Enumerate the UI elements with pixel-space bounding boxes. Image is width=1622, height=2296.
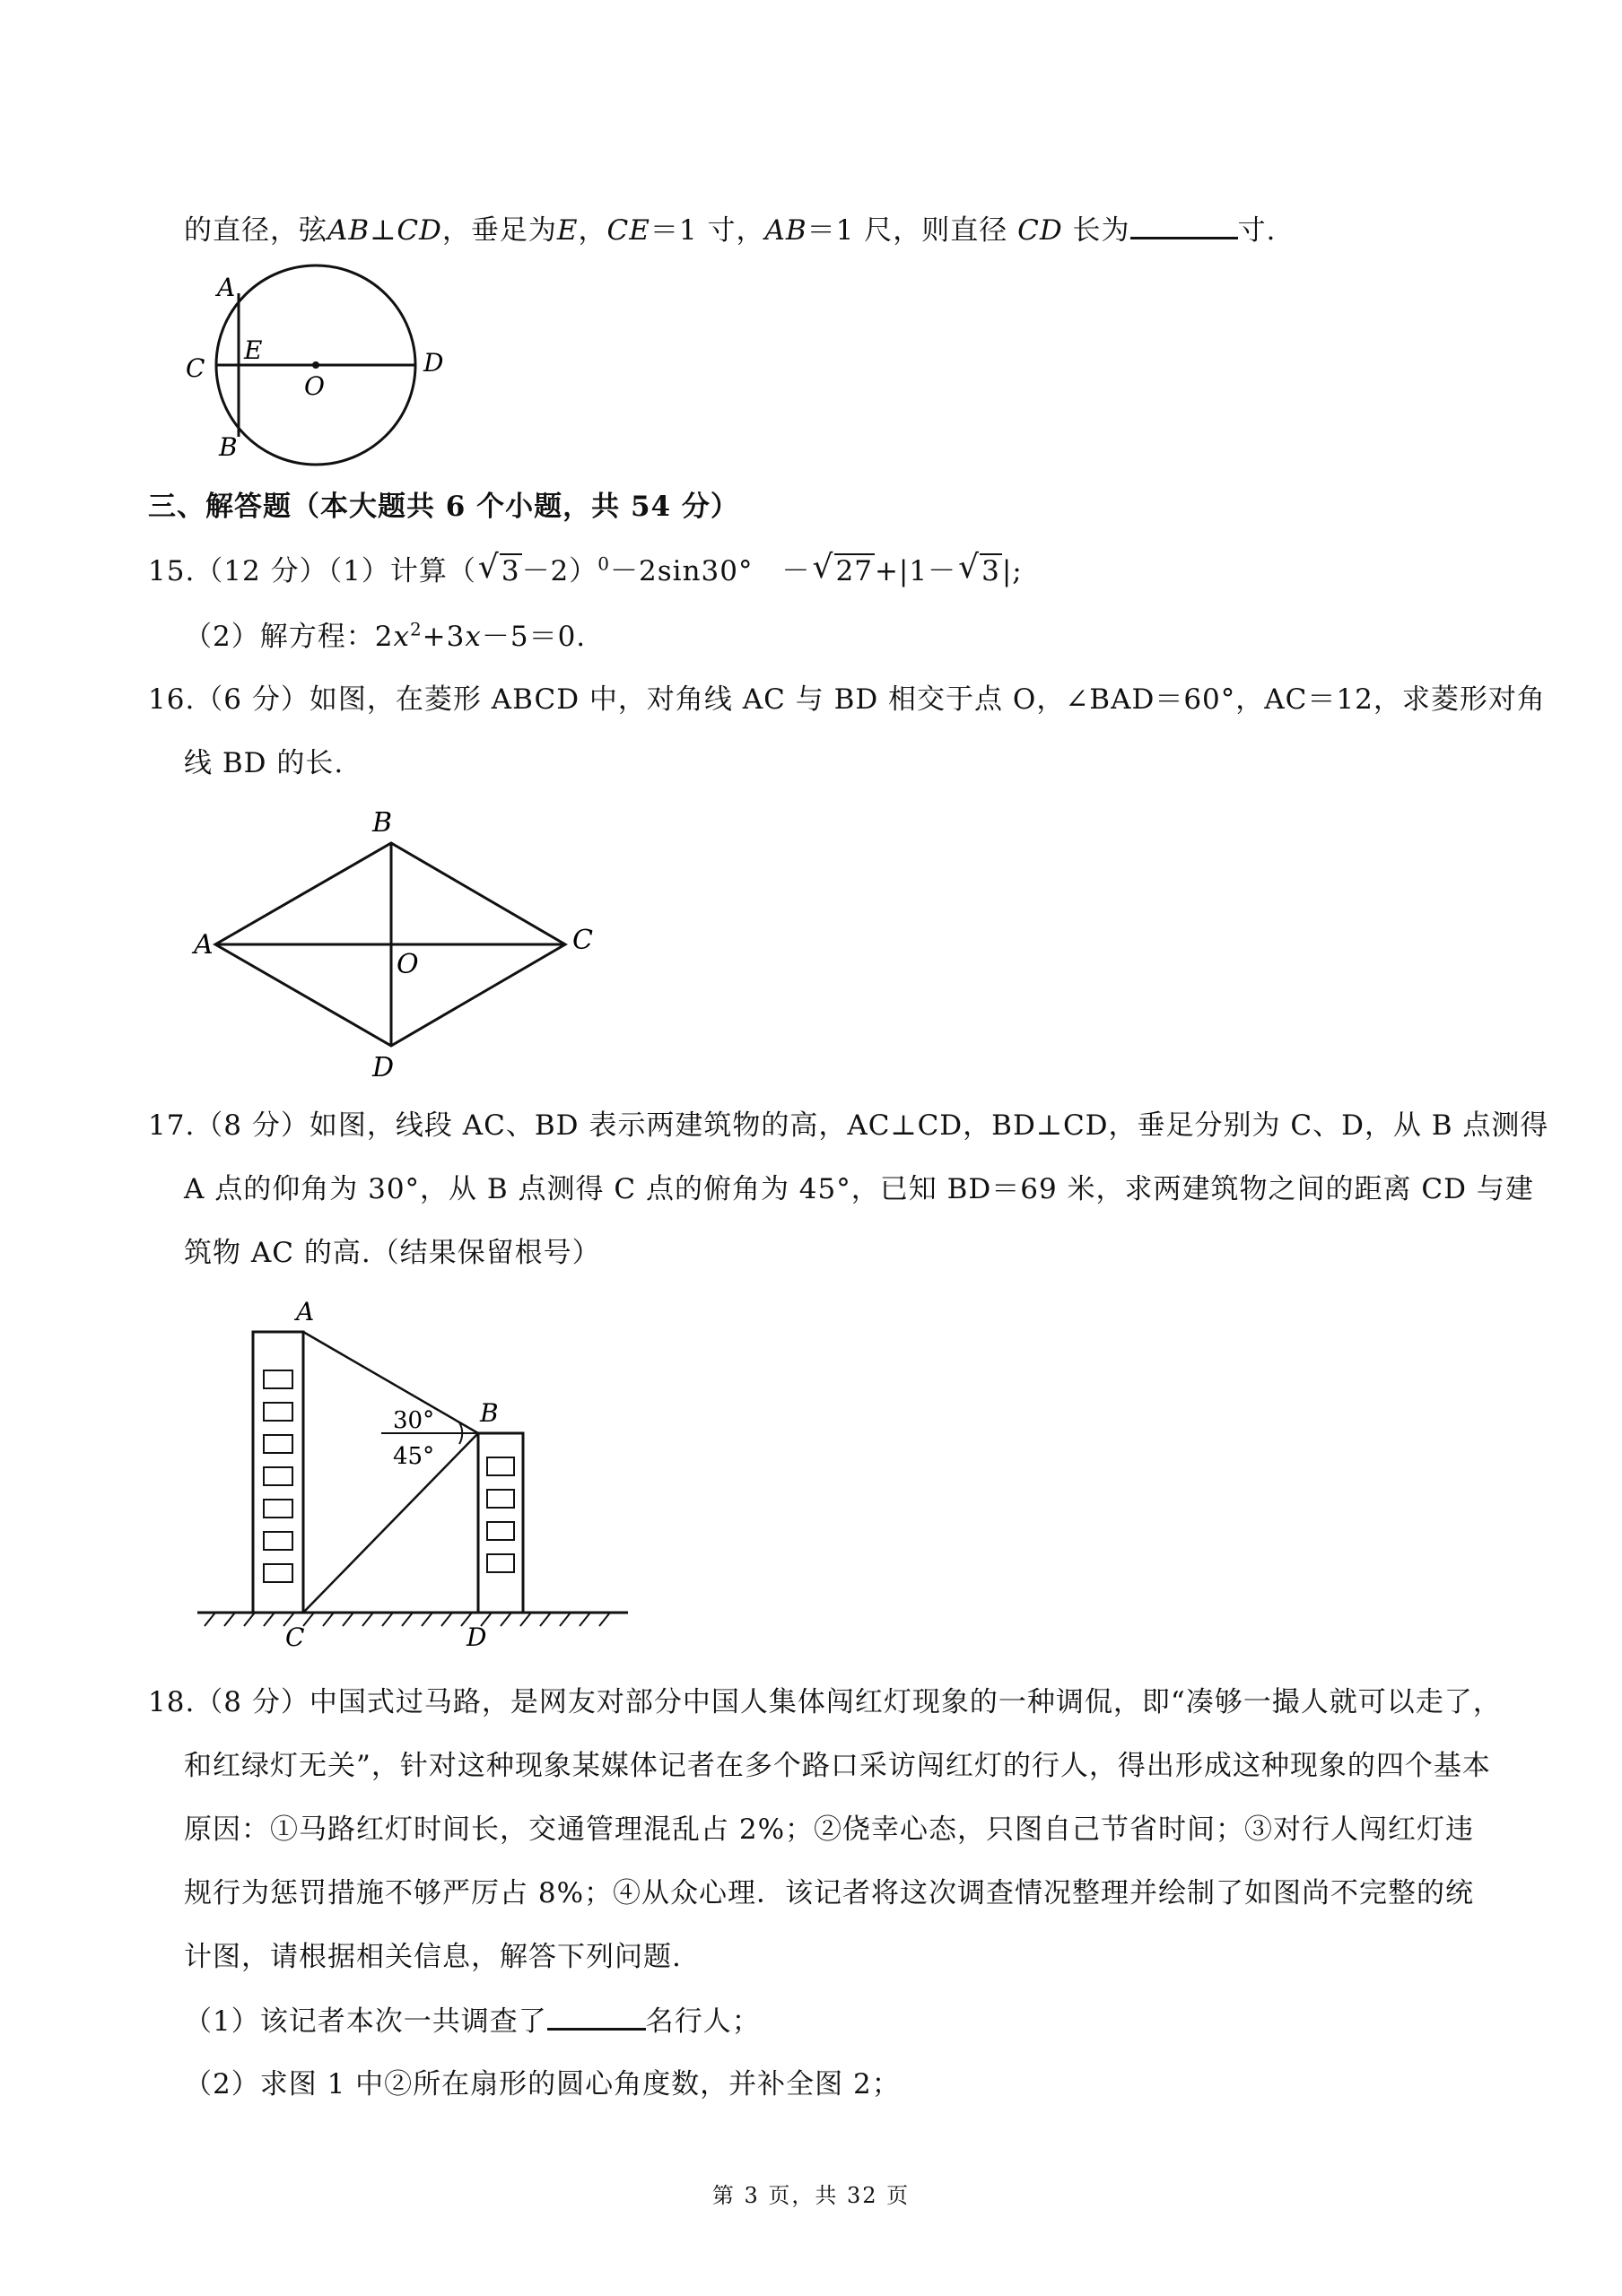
label-angle-30: 30° (393, 1407, 435, 1434)
building-ac-windows (264, 1370, 292, 1582)
q18-line2: 和红绿灯无关”，针对这种现象某媒体记者在多个路口采访闯红灯的行人，得出形成这种现象的四个基本 (184, 1750, 1491, 1782)
label-d: D (467, 1622, 487, 1650)
q14-ab-val: ＝1 尺，则直径 (807, 214, 1008, 247)
q16-line2: 线 BD 的长. (184, 747, 344, 779)
figure-circle (179, 260, 467, 475)
label-d: D (423, 348, 444, 378)
exponent-two: 2 (409, 618, 423, 640)
q14-text-before: 的直径，弦 (184, 214, 327, 247)
label-c: C (186, 353, 205, 383)
label-b: B (372, 807, 393, 839)
q15-part1: －2） (521, 555, 598, 587)
label-a: A (296, 1297, 315, 1326)
label-angle-45: 45° (393, 1443, 435, 1470)
q15-part3: +|1－ (874, 555, 957, 587)
label-e: E (244, 335, 263, 365)
q15-line1 (148, 553, 1023, 589)
label-b: B (480, 1398, 499, 1428)
exponent-zero: 0 (597, 552, 611, 575)
var-x: x (393, 621, 410, 653)
q15-part2-c: －5＝0. (481, 621, 587, 653)
q15-number: 15.（12 分）（1）计算（ (148, 555, 476, 587)
q15-part2-b: +3 (422, 621, 466, 653)
sqrt-3-value: 3 (501, 555, 520, 587)
section-heading: 三、解答题（本大题共 6 个小题，共 54 分） (148, 491, 739, 523)
building-bd-windows (487, 1457, 514, 1572)
label-o: O (397, 949, 419, 980)
label-b: B (219, 432, 238, 462)
sqrt-3b-value: 3 (981, 555, 1000, 587)
q15-part2: －2sin30° － (610, 555, 811, 587)
line-bc (303, 1433, 478, 1613)
building-ac (253, 1332, 303, 1613)
label-c: C (572, 925, 593, 956)
q16-line1: 16.（6 分）如图，在菱形 ABCD 中，对角线 AC 与 BD 相交于点 O，∠BAD＝60°，AC＝12，求菱形对角 (148, 683, 1546, 716)
label-a: A (217, 273, 236, 302)
label-o: O (304, 371, 325, 401)
q14-ab-perp-cd: AB⊥CD (327, 214, 442, 247)
ground-hatch (205, 1613, 610, 1626)
q18-sub1-b: 名行人； (645, 2005, 761, 2038)
sqrt-27 (811, 553, 875, 589)
q14-e: E (556, 214, 579, 247)
q14-ce-val: ＝1 寸， (650, 214, 765, 247)
q14-ce: CE (606, 214, 650, 247)
q15-part4: |; (1001, 555, 1023, 587)
q14-ab: AB (764, 214, 807, 247)
q14-cd: CD (1017, 214, 1063, 247)
q18-line3: 原因：①马路红灯时间长，交通管理混乱占 2%；②侥幸心态，只图自己节省时间；③对行人闯红灯违 (184, 1813, 1475, 1846)
q14-unit: 寸. (1237, 214, 1277, 247)
q17-line3: 筑物 AC 的高.（结果保留根号） (184, 1237, 601, 1269)
var-x2: x (465, 621, 482, 653)
page-footer: 第 3 页，共 32 页 (711, 2183, 911, 2208)
q17-line1: 17.（8 分）如图，线段 AC、BD 表示两建筑物的高，AC⊥CD，BD⊥CD，垂足分别为 C、D，从 B 点测得 (148, 1109, 1549, 1142)
q18-sub2: （2）求图 1 中②所在扇形的圆心角度数，并补全图 2； (184, 2068, 901, 2100)
label-c: C (285, 1622, 305, 1650)
q18-sub1 (184, 2003, 761, 2039)
sqrt-3 (476, 553, 522, 589)
center-point (312, 361, 319, 369)
line-ba (303, 1332, 478, 1433)
figure-buildings (188, 1292, 637, 1650)
q17-line2: A 点的仰角为 30°，从 B 点测得 C 点的俯角为 45°，已知 BD＝69 米，求两建筑物之间的距离 CD 与建 (184, 1173, 1534, 1205)
q18-answer-blank[interactable] (547, 2003, 646, 2031)
q14-text: 的直径，弦AB⊥CD，垂足为E，CE＝1 寸，AB＝1 尺，则直径 CD 长为 寸. (184, 212, 1276, 248)
label-d: D (372, 1052, 395, 1083)
figure-rhombus (188, 803, 610, 1090)
q14-foot: ，垂足为 (441, 214, 557, 247)
q18-line5: 计图，请根据相关信息，解答下列问题. (184, 1941, 682, 1973)
sqrt-3b (956, 553, 1002, 589)
q14-tail: 长为 (1072, 214, 1130, 247)
label-a: A (194, 929, 214, 961)
q15-line2 (184, 619, 586, 655)
q14-answer-blank[interactable] (1130, 212, 1238, 239)
q18-line1: 18.（8 分）中国式过马路，是网友对部分中国人集体闯红灯现象的一种调侃，即“凑够一撮人就可以走了， (148, 1686, 1502, 1718)
q15-part2-a: （2）解方程：2 (184, 621, 394, 653)
sqrt-27-value: 27 (835, 555, 873, 587)
q18-line4: 规行为惩罚措施不够严厉占 8%；④从众心理．该记者将这次调查情况整理并绘制了如图尚不完整的统 (184, 1877, 1475, 1909)
q18-sub1-a: （1）该记者本次一共调查了 (184, 2005, 547, 2038)
